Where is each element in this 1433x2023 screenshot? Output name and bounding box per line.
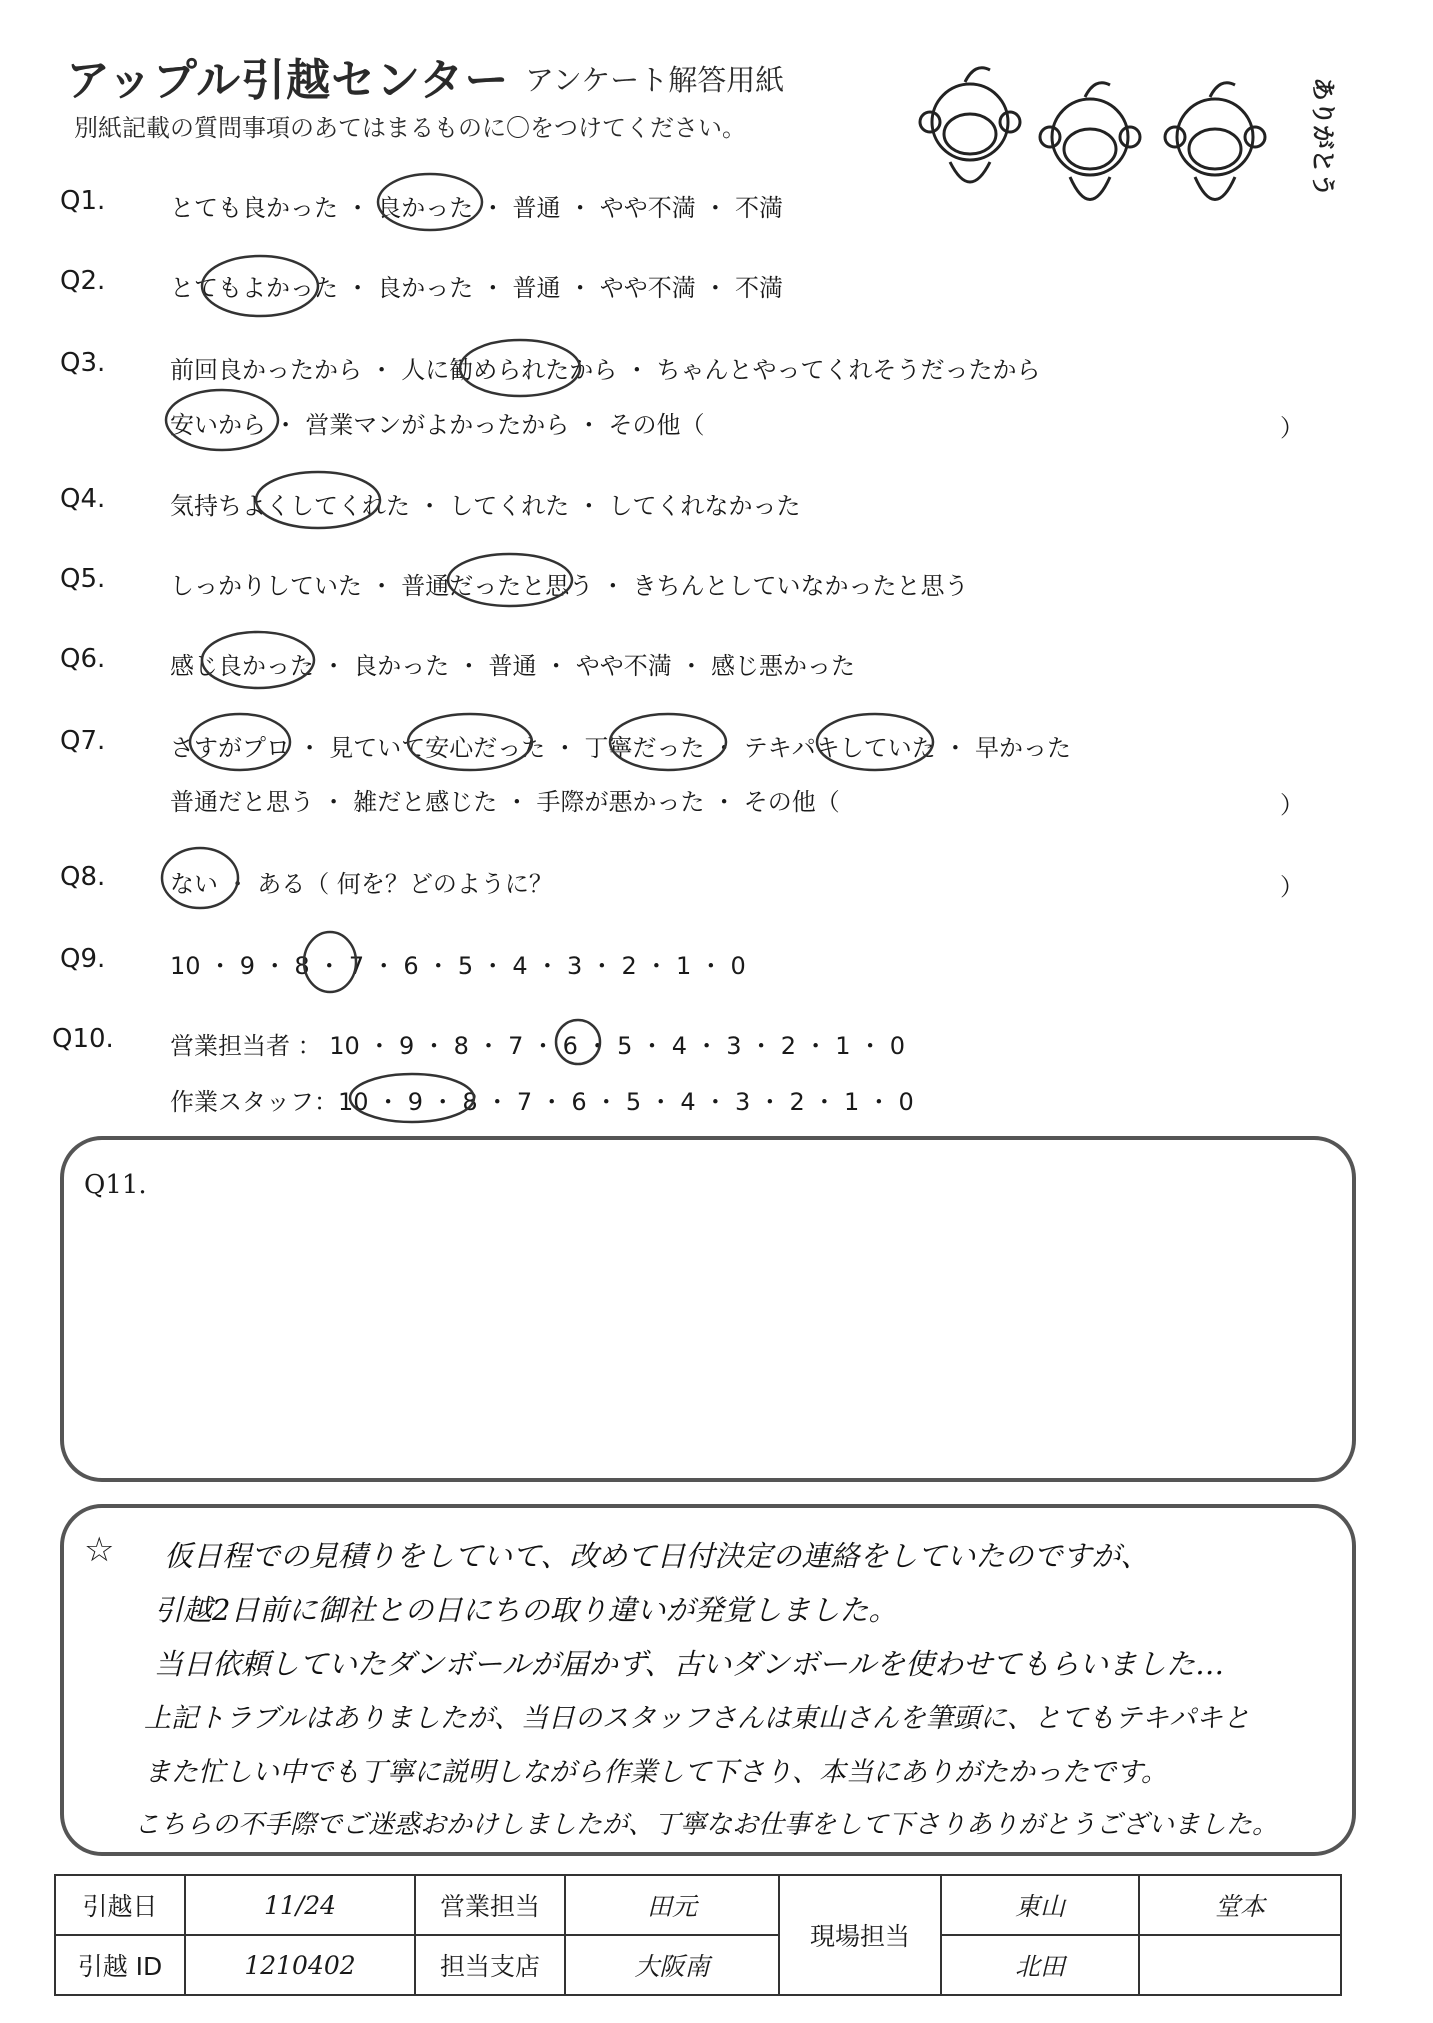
q6-options: 感じ良かった ・ 良かった ・ 普通 ・ やや不満 ・ 感じ悪かった	[170, 652, 856, 680]
q7-options-line2: 普通だと思う ・ 雑だと感じた ・ 手際が悪かった ・ その他（	[170, 788, 840, 816]
q1-options: とても良かった ・ 良かった ・ 普通 ・ やや不満 ・ 不満	[170, 194, 784, 222]
instruction-text: 別紙記載の質問事項のあてはまるものに〇をつけてください。	[74, 114, 746, 142]
q6-label: Q6.	[60, 644, 106, 674]
q5-options: しっかりしていた ・ 普通だったと思う ・ きちんとしていなかったと思う	[170, 572, 969, 600]
field-staff-4	[1139, 1935, 1341, 1995]
move-date-label: 引越日	[55, 1875, 185, 1935]
comment-line-3: 当日依頼していたダンボールが届かず、古いダンボールを使わせてもらいました…	[154, 1647, 1225, 1681]
q3-options-line2: 安いから ・ 営業マンがよかったから ・ その他（	[170, 411, 705, 439]
q7-close-paren: ）	[1280, 791, 1304, 819]
q7-options-line1: さすがプロ ・ 見ていて安心だった ・ 丁寧だった ・ テキパキしていた ・ 早かった	[170, 734, 1072, 762]
q8-label: Q8.	[60, 862, 106, 892]
form-subtitle: アンケート解答用紙	[525, 63, 785, 97]
field-staff-3: 北田	[941, 1935, 1139, 1995]
q10-label: Q10.	[52, 1024, 114, 1054]
sales-label: 営業担当	[415, 1875, 565, 1935]
branch-label: 担当支店	[415, 1935, 565, 1995]
mascot-text: ありがとう	[1309, 77, 1337, 197]
q9-label: Q9.	[60, 944, 106, 974]
comment-line-1: 仮日程での見積りをしていて、改めて日付決定の連絡をしていたのですが、	[164, 1539, 1150, 1573]
field-staff-2: 堂本	[1139, 1875, 1341, 1935]
q7-label: Q7.	[60, 726, 106, 756]
comment-line-2: 引越2日前に御社との日にちの取り違いが発覚しました。	[154, 1593, 898, 1627]
company-title: アップル引越センター	[66, 55, 510, 106]
q11-label: Q11.	[84, 1170, 147, 1200]
sales-value: 田元	[565, 1875, 779, 1935]
q8-options: ない ・ ある（ 何を？どのように？	[170, 870, 553, 898]
comment-line-4: 上記トラブルはありましたが、当日のスタッフさんは東山さんを筆頭に、とてもテキパキと	[144, 1703, 1250, 1734]
q2-label: Q2.	[60, 266, 106, 296]
q3-close-paren: ）	[1280, 414, 1304, 442]
comment-line-5: また忙しい中でも丁寧に説明しながら作業して下さり、本当にありがたかったです。	[144, 1757, 1168, 1788]
q10-sales-scale: 営業担当者 ： 10 ・ 9 ・ 8 ・ 7 ・ 6 ・ 5 ・ 4 ・ 3 ・ 2 ・ 1 ・ 0	[170, 1032, 906, 1060]
comment-line-6: こちらの不手際でご迷惑おかけしましたが、丁寧なお仕事をして下さりありがとうございました。	[134, 1810, 1279, 1840]
footer-info-table	[54, 1874, 1342, 1996]
q2-options: とてもよかった ・ 良かった ・ 普通 ・ やや不満 ・ 不満	[170, 274, 784, 302]
star-icon: ☆	[84, 1530, 115, 1570]
q10-staff-scale: 作業スタッフ：10 ・ 9 ・ 8 ・ 7 ・ 6 ・ 5 ・ 4 ・ 3 ・ 2 ・ 1 ・ 0	[170, 1088, 914, 1116]
monkey-center-icon	[1040, 83, 1140, 200]
q5-label: Q5.	[60, 564, 106, 594]
q1-label: Q1.	[60, 186, 106, 216]
q3-label: Q3.	[60, 348, 106, 378]
move-date-value: 11/24	[185, 1875, 415, 1935]
q4-label: Q4.	[60, 484, 106, 514]
field-label: 現場担当	[779, 1875, 941, 1995]
q4-options: 気持ちよくしてくれた ・ してくれた ・ してくれなかった	[170, 492, 801, 520]
move-id-label: 引越 ID	[55, 1935, 185, 1995]
mascot-illustration	[895, 52, 1365, 232]
move-id-value: 1210402	[185, 1935, 415, 1995]
comment-box	[60, 1504, 1356, 1856]
q8-close-paren: ）	[1280, 873, 1304, 901]
branch-value: 大阪南	[565, 1935, 779, 1995]
monkey-left-icon	[920, 68, 1020, 182]
q11-box[interactable]	[60, 1136, 1356, 1482]
q3-options-line1: 前回良かったから ・ 人に勧められたから ・ ちゃんとやってくれそうだったから	[170, 356, 1041, 384]
q9-scale: 10 ・ 9 ・ 8 ・ 7 ・ 6 ・ 5 ・ 4 ・ 3 ・ 2 ・ 1 ・ 0	[170, 952, 746, 980]
field-staff-1: 東山	[941, 1875, 1139, 1935]
monkey-right-icon	[1165, 83, 1265, 200]
